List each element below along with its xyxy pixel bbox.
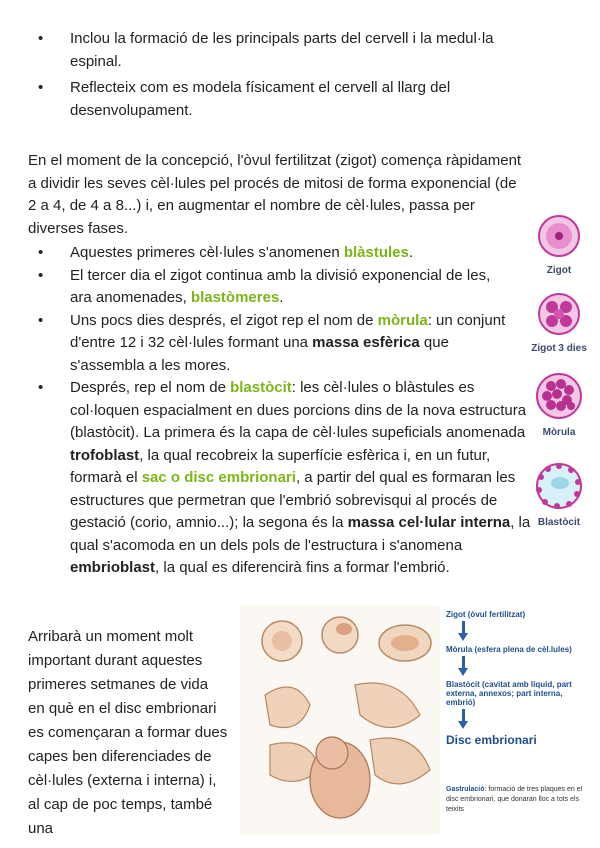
highlight-term: blastòcit — [230, 379, 292, 396]
development-flowchart — [446, 610, 592, 815]
highlight-term: mòrula — [377, 311, 428, 329]
flow-step-blastocyst: Blastòcit (cavitat amb líquid, part externa, annexos; part interna, embrió) — [446, 680, 572, 707]
list-item: • El tercer dia el zigot continua amb la divisió exponencial de les, ara anomenades, blastòmeres. — [28, 265, 510, 310]
blastocyst-figure: Blastòcit — [525, 462, 593, 528]
bold-term: massa cel·lular interna — [347, 514, 511, 531]
zygote-figure: Zigot — [525, 214, 593, 276]
blastomeres-icon — [537, 292, 581, 336]
down-arrow-icon — [460, 656, 468, 678]
gastrulation-note: Gastrulació: formació de tres plaques en el disc embrionari, que donaran lloc a tots els teixits — [446, 786, 583, 813]
morula-figure: Mòrula — [525, 372, 593, 438]
highlight-term: blàstules — [343, 244, 409, 261]
intro-paragraph: En el moment de la concepció, l'òvul fertilitzat (zigot) comença ràpidament a dividir les seves cèl·lules pel procés de mitosi de forma exponencial (de 2 a 4, de 4 a 8...) i, en augmentar el nombre de cèl·lules, passa per diverses fases. — [28, 152, 522, 237]
flow-step-morula: Mòrula (esfera plena de cèl.lules) — [446, 645, 572, 654]
list-item: • Inclou la formació de les principals parts del cervell i la medul·la espinal. — [28, 28, 548, 73]
list-item: • Després, rep el nom de blastòcit: les cèl·lules o blàstules es col·loquen espacialment en dues porcions dins de la nova estructura (blastòcit). La primera és la capa de cèl·lules supeficials anomenada trofoblast, la qual recobreix la superfície esfèrica i, en un futur, formarà el sac o disc embrionari, a partir del qual es formaran les estructures que permetran que l'embrió sobrevisqui al procés de gestació (corio, amnio...); la segona és la massa cel·lular interna, la qual s'acomoda en un dels pols de l'estructura i s'anomena embrioblast, la qual es diferencirà fins a formar l'embrió. — [28, 377, 546, 580]
bold-term: massa esfèrica — [312, 334, 420, 351]
highlight-term: sac o disc embrionari — [141, 469, 296, 486]
morula-icon — [535, 372, 583, 420]
flow-step-zygote: Zigot (òvul fertilitzat) — [446, 610, 526, 619]
highlight-term: blastòmeres — [190, 289, 280, 306]
stage-bullet-list — [28, 242, 546, 580]
zygote-3days-figure: Zigot 3 dies — [525, 292, 593, 354]
list-item: • Uns pocs dies després, el zigot rep el nom de mòrula: un conjunt d'entre 12 i 32 cèl·lules formant una massa esfèrica que s'assembla a les mores. — [28, 310, 510, 378]
list-item: • Reflecteix com es modela físicament el cervell al llarg del desenvolupament. — [28, 77, 548, 122]
list-item: • Aquestes primeres cèl·lules s'anomenen blàstules. — [28, 242, 546, 265]
zygote-icon — [537, 214, 581, 258]
down-arrow-icon — [460, 709, 468, 731]
embryo-stages-illustration — [240, 605, 440, 835]
bottom-paragraph: Arribarà un moment molt important durant aquestes primeres setmanes de vida en què en el disc embrionari es començaran a formar dues capes ben diferenciades de cèl·lules (externa i interna) i, al cap de poc temps, també una — [28, 628, 228, 837]
flow-step-disc: Disc embrionari — [446, 733, 537, 747]
bold-term: trofoblast — [70, 446, 140, 464]
blastocyst-icon — [535, 462, 583, 510]
down-arrow-icon — [460, 621, 468, 643]
top-bullet-list — [28, 28, 548, 122]
bold-term: embrioblast — [70, 559, 156, 576]
